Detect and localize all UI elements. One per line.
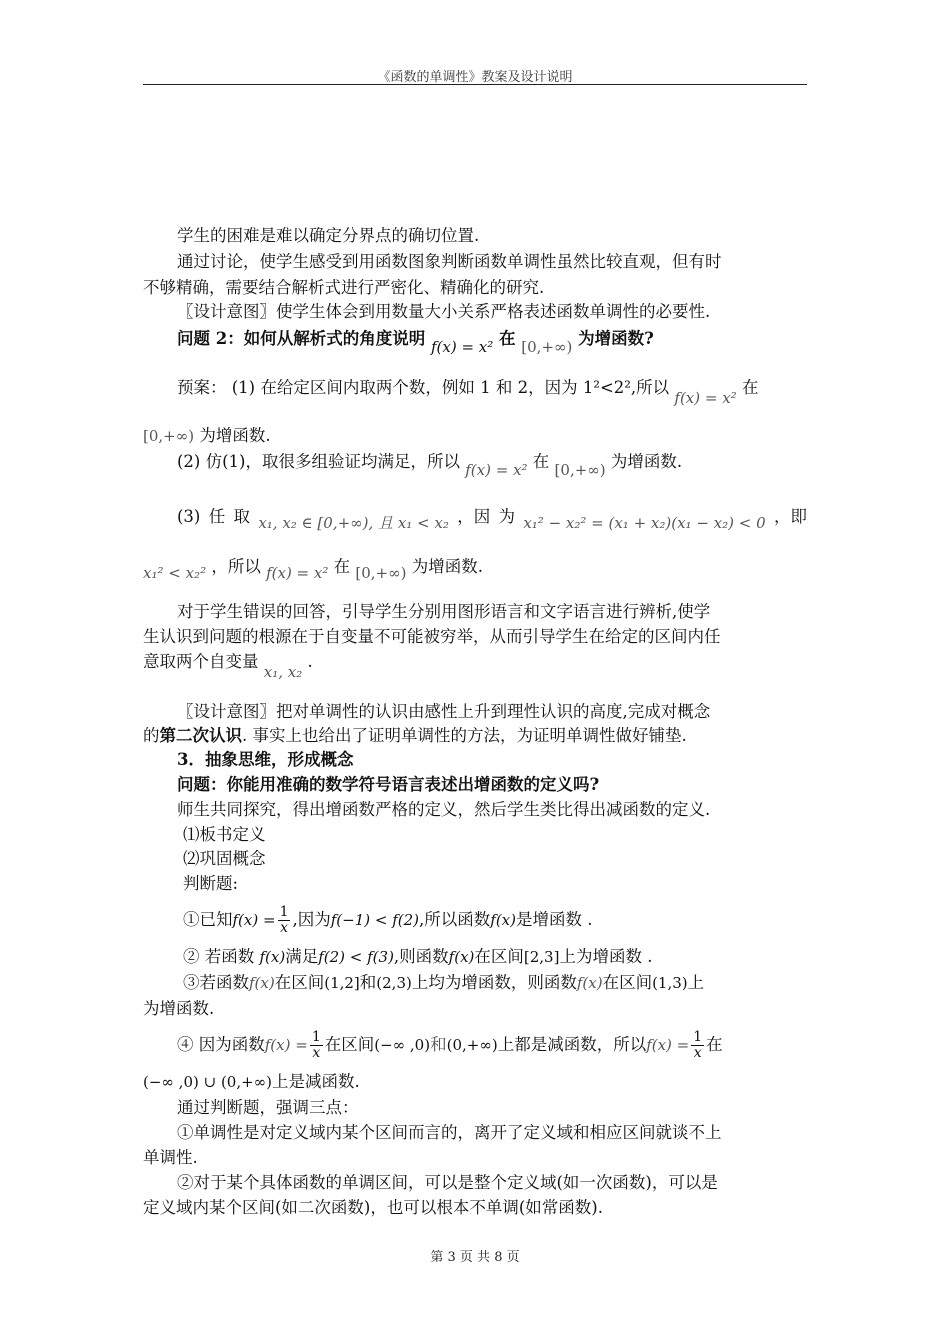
math-expression: f(x) =: [232, 911, 276, 929]
plan-1-text: 预案： (1) 在给定区间内取两个数，例如 1 和 2，因为 1²<2²,所以: [177, 378, 670, 397]
judgement-text: 上是减函数.: [272, 1072, 360, 1091]
paragraph-line: ①单调性是对定义域内某个区间而言的，离开了定义域和相应区间就谈不上: [177, 1123, 722, 1142]
judgement-item-3-cont: 为增函数.: [143, 999, 215, 1018]
math-expression: f(x) = x²: [266, 564, 329, 582]
plan-1-text: 在: [741, 378, 759, 397]
judgement-text: 上为增函数 .: [559, 947, 653, 966]
paragraph-line: 师生共同探究，得出增函数严格的定义，然后学生类比得出减函数的定义.: [177, 800, 711, 819]
plan-1-line: [143, 376, 841, 407]
judgement-item-3: [143, 971, 847, 995]
judgement-text: 在区间: [602, 973, 653, 992]
paragraph-text: .: [307, 652, 313, 671]
running-header: 《函数的单调性》教案及设计说明: [377, 70, 573, 85]
plan-2-line: [143, 450, 841, 479]
math-expression: f(x) =: [264, 1036, 308, 1054]
paragraph-line: 对于学生错误的回答，引导学生分别用图形语言和文字语言进行辨析,使学: [177, 602, 711, 621]
math-interval: [0,+∞): [521, 338, 573, 356]
paragraph-text: 意取两个自变量: [143, 652, 259, 671]
math-interval: (0,+∞): [446, 1036, 498, 1054]
judgement-text: ④ 因为函数: [177, 1035, 265, 1054]
judgement-text: 上: [687, 973, 705, 992]
math-expression: f(x): [490, 911, 516, 929]
judgement-item-2: [143, 945, 847, 969]
header-rule: [143, 84, 807, 85]
math-expression: f(x): [576, 974, 603, 992]
design-intent-line: 〖设计意图〗把对单调性的认识由感性上升到理性认识的高度,完成对概念: [177, 702, 711, 721]
paragraph-line: 通过讨论，使学生感受到用函数图象判断函数单调性虽然比较直观，但有时: [177, 252, 722, 271]
judgement-item-4: [143, 1030, 841, 1061]
plan-3-text: 为: [498, 507, 515, 526]
math-expression: f(x) = x²: [674, 389, 737, 407]
math-expression: x₁² − x₂² = (x₁ + x₂)(x₁ − x₂) < 0: [523, 514, 766, 532]
fraction: [278, 905, 291, 936]
math-expression: f(x) = x²: [465, 461, 528, 479]
math-expression: f(x) =: [646, 1036, 690, 1054]
fraction: [691, 1030, 704, 1061]
fraction-denominator: x: [693, 1045, 702, 1061]
judgement-text: 是增函数 .: [515, 910, 593, 929]
paragraph-line: ②对于某个具体函数的单调区间，可以是整个定义域(如一次函数)，可以是: [177, 1173, 718, 1192]
paragraph-line: 定义域内某个区间(如二次函数)，也可以根本不单调(如常函数).: [143, 1198, 603, 1217]
fraction-numerator: 1: [693, 1029, 703, 1045]
plan-1-text: 为增函数.: [199, 426, 271, 445]
plan-2-text: 为增函数.: [610, 452, 683, 471]
judgement-text: 和: [359, 973, 377, 992]
plan-3-line: [143, 505, 807, 532]
paragraph-line: 不够精确，需要结合解析式进行严密化、精确化的研究.: [143, 278, 545, 297]
math-interval: [2,3]: [523, 948, 560, 966]
judgement-item-4-cont: [143, 1070, 807, 1094]
question-2-text: 问题 2：如何从解析式的角度说明: [177, 329, 426, 348]
judgement-text: 在: [706, 1035, 723, 1054]
plan-3-text: 取: [233, 507, 250, 526]
plan-3-cont: [143, 555, 807, 582]
math-expression: x₁, x₂: [263, 663, 303, 681]
paragraph-line: 单调性.: [143, 1148, 198, 1167]
paragraph-text: . 事实上也给出了证明单调性的方法，为证明单调性做好铺垫.: [242, 726, 687, 745]
math-expression: x₁² < x₂²: [143, 564, 207, 582]
math-interval: (−∞ ,0): [374, 1036, 431, 1054]
paragraph-line: 生认识到问题的根源在于自变量不可能被穷举，从而引导学生在给定的区间内任: [143, 627, 721, 646]
question-2-heading: [143, 327, 841, 356]
judgement-text: 上都是减函数，所以: [497, 1035, 647, 1054]
plan-3-text: 在: [333, 557, 351, 576]
judgement-text: ③若函数: [183, 973, 249, 992]
math-interval: [0,+∞): [554, 461, 606, 479]
math-expression: f(x): [259, 948, 286, 966]
fraction-numerator: 1: [279, 904, 289, 920]
paragraph-line: [143, 724, 807, 748]
fraction-denominator: x: [280, 920, 288, 936]
math-interval: (1,3): [652, 974, 688, 992]
emphasis-text: 第二次认识: [159, 726, 242, 745]
judgement-text: 上均为增函数，则函数: [411, 973, 577, 992]
math-interval: (−∞ ,0) ∪ (0,+∞): [143, 1073, 273, 1091]
plan-2-text: (2) 仿(1)，取很多组验证均满足，所以: [177, 452, 460, 471]
fraction-numerator: 1: [311, 1029, 321, 1045]
judgement-text: ,所以函数: [419, 910, 491, 929]
judgement-text: 在区间: [324, 1035, 375, 1054]
paragraph-text: 的: [143, 726, 160, 745]
math-interval: (2,3): [376, 974, 412, 992]
plan-3-label: (3): [177, 507, 201, 526]
judgement-text: ,因为: [292, 910, 331, 929]
design-intent-line: 〖设计意图〗使学生体会到用数量大小关系严格表述函数单调性的必要性.: [177, 302, 711, 321]
judgement-text: 和: [430, 1035, 447, 1054]
paragraph-line: 通过判断题，强调三点：: [177, 1098, 359, 1117]
math-expression: f(2) < f(3): [318, 948, 394, 966]
list-item: ⑴板书定义: [183, 825, 266, 844]
plan-3-text: 为增函数.: [411, 557, 483, 576]
plan-1-cont: [143, 424, 807, 448]
math-expression: f(x): [249, 974, 275, 992]
plan-3-text: ，即: [773, 507, 807, 526]
math-interval: (1,2]: [324, 974, 360, 992]
question-2-text: 为增函数?: [578, 329, 654, 348]
plan-3-text: ，因: [457, 507, 491, 526]
math-interval: [0,+∞): [355, 564, 407, 582]
paragraph-line: 学生的困难是难以确定分界点的确切位置.: [177, 226, 480, 245]
judgement-text: 在区间: [274, 973, 325, 992]
math-expression: f(−1) < f(2): [330, 911, 420, 929]
judgement-text: 满足: [285, 947, 319, 966]
plan-2-text: 在: [532, 452, 550, 471]
plan-3-text: 任: [208, 507, 226, 526]
math-expression: f(x) = x²: [430, 338, 494, 356]
math-expression: x₁, x₂ ∈ [0,+∞), 且 x₁ < x₂: [258, 514, 449, 532]
judgement-text: ② 若函数: [183, 947, 255, 966]
section-heading: 3．抽象思维，形成概念: [177, 750, 354, 769]
list-item: ⑵巩固概念: [183, 849, 266, 868]
math-expression: f(x): [448, 948, 475, 966]
paragraph-line: [143, 650, 807, 681]
question-2-text: 在: [499, 329, 516, 348]
page-footer: 第 3 页 共 8 页: [430, 1250, 520, 1265]
judgement-text: 在区间: [474, 947, 524, 966]
fraction-denominator: x: [312, 1045, 321, 1061]
judgement-text: ,则函数: [393, 947, 449, 966]
list-item: 判断题:: [183, 874, 239, 893]
question-heading: 问题：你能用准确的数学符号语言表述出增函数的定义吗?: [177, 775, 600, 794]
plan-3-text: ，所以: [211, 557, 261, 576]
math-interval: [0,+∞): [143, 427, 195, 445]
judgement-item-1: [143, 905, 847, 936]
judgement-text: ①已知: [183, 910, 233, 929]
fraction: [310, 1030, 323, 1061]
